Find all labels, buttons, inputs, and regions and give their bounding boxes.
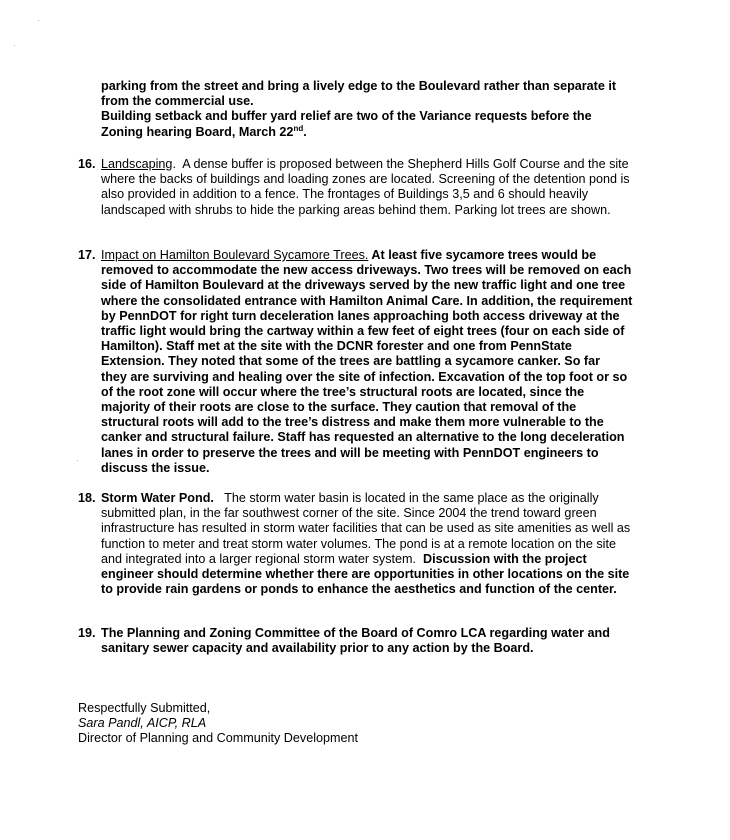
intro-paragraph bbox=[101, 79, 616, 140]
item-18-first-line bbox=[101, 491, 691, 506]
item-17-line: discuss the issue. bbox=[101, 460, 210, 475]
intro-line: from the commercial use. bbox=[101, 94, 254, 109]
intro-line: parking from the street and bring a lively edge to the Boulevard rather than separate it bbox=[101, 79, 617, 93]
item-18-storm-water-pond bbox=[101, 491, 691, 597]
ordinal-suffix: nd bbox=[293, 123, 304, 133]
item-19-number: 19. bbox=[78, 626, 96, 640]
item-17-line: canker and structural failure. Staff has requested an alternative to the long deceleration bbox=[101, 430, 625, 445]
item-18-text: The storm water basin is located in the same place as the originally bbox=[213, 491, 599, 505]
item-18-line: submitted plan, in the far southwest corner of the site. Since 2004 the trend toward green bbox=[101, 506, 597, 521]
scan-speck bbox=[38, 20, 39, 21]
item-18-heading: Storm Water Pond. bbox=[101, 491, 214, 505]
item-17-sycamore-trees bbox=[101, 248, 691, 476]
scan-speck bbox=[77, 460, 78, 461]
item-17-line: structural roots will add to the tree’s distress and make them more vulnerable to the bbox=[101, 415, 604, 430]
item-19-line: The Planning and Zoning Committee of the Board of Comro LCA regarding water and bbox=[101, 626, 610, 640]
item-17-line: by PennDOT for right turn deceleration lanes approaching both access driveway at the bbox=[101, 308, 620, 323]
item-18-number: 18. bbox=[78, 491, 96, 505]
item-18-line: function to meter and treat storm water volumes. The pond is at a remote location on the site bbox=[101, 536, 616, 551]
item-17-line: lanes in order to preserve the trees and will be meeting with PennDOT engineers to bbox=[101, 445, 599, 460]
item-17-line: of the root zone will occur where the tree’s structural roots are located, since the bbox=[101, 384, 585, 399]
intro-last-text: Zoning hearing Board, March 22 bbox=[101, 124, 294, 139]
item-17-first-line bbox=[101, 248, 691, 263]
item-18-line: engineer should determine whether there are opportunities in other locations on the site bbox=[101, 567, 630, 582]
item-17-body bbox=[101, 263, 691, 476]
item-17-line: removed to accommodate the new access driveways. Two trees will be removed on each bbox=[101, 263, 632, 278]
item-17-text: At least five sycamore trees would be bbox=[368, 248, 597, 262]
item-17-line: where the consolidated entrance with Hamilton Animal Care. In addition, the requirement bbox=[101, 293, 633, 308]
item-18-recommendation: Discussion with the project bbox=[419, 551, 587, 566]
item-16-landscaping bbox=[101, 157, 691, 218]
intro-line-last bbox=[101, 125, 616, 140]
item-17-line: Extension. They noted that some of the trees are battling a sycamore canker. So far bbox=[101, 354, 601, 369]
scan-speck bbox=[14, 45, 15, 46]
signer-title: Director of Planning and Community Development bbox=[78, 731, 358, 746]
closing: Respectfully Submitted, bbox=[78, 701, 211, 715]
item-18-line: to provide rain gardens or ponds to enhance the aesthetics and function of the center. bbox=[101, 582, 617, 597]
item-16-line: where the backs of buildings and loading zones are located. Screening of the detention pond is bbox=[101, 172, 630, 187]
signature-block bbox=[78, 701, 358, 747]
item-18-mixed-line bbox=[101, 552, 691, 567]
item-16-first-line bbox=[101, 157, 691, 172]
item-17-line: side of Hamilton Boulevard at the driveways served by the new traffic light and one tree bbox=[101, 278, 626, 293]
item-17-line: Hamilton). Staff met at the site with the DCNR forester and one from PennState bbox=[101, 339, 572, 354]
item-16-number: 16. bbox=[78, 157, 96, 171]
item-19-water-sewer bbox=[101, 626, 691, 656]
signer-name: Sara Pandl, AICP, RLA bbox=[78, 716, 207, 731]
item-16-heading-punct: . bbox=[172, 157, 176, 171]
item-16-line: landscaped with shrubs to hide the parking areas behind them. Parking lot trees are shown. bbox=[101, 202, 611, 217]
item-18-line: infrastructure has resulted in storm water facilities that can be used as site amenities as well as bbox=[101, 521, 631, 536]
intro-line: Building setback and buffer yard relief are two of the Variance requests before the bbox=[101, 109, 592, 124]
item-17-heading: Impact on Hamilton Boulevard Sycamore Trees. bbox=[101, 248, 369, 262]
item-18-text: and integrated into a larger regional storm water system. bbox=[101, 551, 420, 566]
item-17-line: traffic light would bring the cartway within a few feet of eight trees (four on each side of bbox=[101, 324, 625, 339]
item-16-text: A dense buffer is proposed between the Shepherd Hills Golf Course and the site bbox=[175, 157, 629, 171]
item-16-line: also provided in addition to a fence. The frontages of Buildings 3,5 and 6 should heavily bbox=[101, 187, 589, 202]
item-17-number: 17. bbox=[78, 248, 96, 262]
intro-last-punct: . bbox=[303, 124, 307, 139]
item-17-line: they are surviving and healing over the site of infection. Excavation of the top foot or so bbox=[101, 369, 628, 384]
item-19-line: sanitary sewer capacity and availability prior to any action by the Board. bbox=[101, 641, 534, 656]
item-17-line: majority of their roots are close to the surface. They caution that removal of the bbox=[101, 400, 577, 415]
item-16-heading: Landscaping bbox=[101, 157, 173, 171]
